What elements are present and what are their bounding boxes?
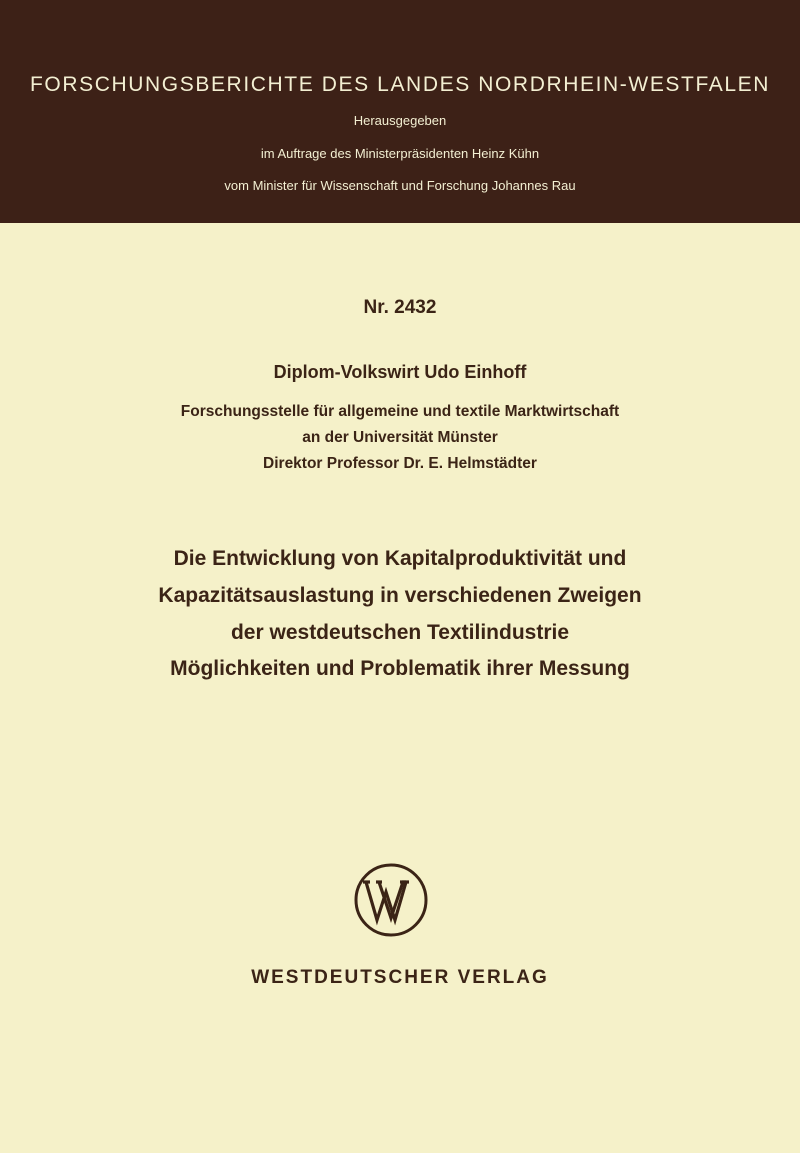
editor-line: Herausgegeben: [353, 113, 447, 128]
commission-line: im Auftrage des Ministerpräsidenten Heinz Kühn: [260, 146, 540, 161]
minister-line: vom Minister für Wissenschaft und Forschung Johannes Rau: [224, 178, 576, 193]
publisher-name: WESTDEUTSCHER VERLAG: [251, 967, 549, 988]
report-number: Nr. 2432: [363, 297, 437, 318]
title-line: der westdeutschen Textilindustrie: [230, 621, 570, 644]
header-band: [0, 0, 800, 223]
affiliation-line: Direktor Professor Dr. E. Helmstädter: [263, 455, 537, 472]
wv-monogram-icon: [353, 862, 429, 938]
title-line: Die Entwicklung von Kapitalproduktivität und: [173, 547, 627, 570]
title-line: Kapazitätsauslastung in verschiedenen Zweigen: [158, 584, 642, 607]
title-line: Möglichkeiten und Problematik ihrer Messung: [170, 657, 630, 680]
affiliation-line: an der Universität Münster: [302, 429, 498, 446]
series-title: FORSCHUNGSBERICHTE DES LANDES NORDRHEIN-WESTFALEN: [30, 73, 770, 96]
affiliation-line: Forschungsstelle für allgemeine und textile Marktwirtschaft: [180, 403, 620, 420]
author: Diplom-Volkswirt Udo Einhoff: [273, 362, 527, 382]
